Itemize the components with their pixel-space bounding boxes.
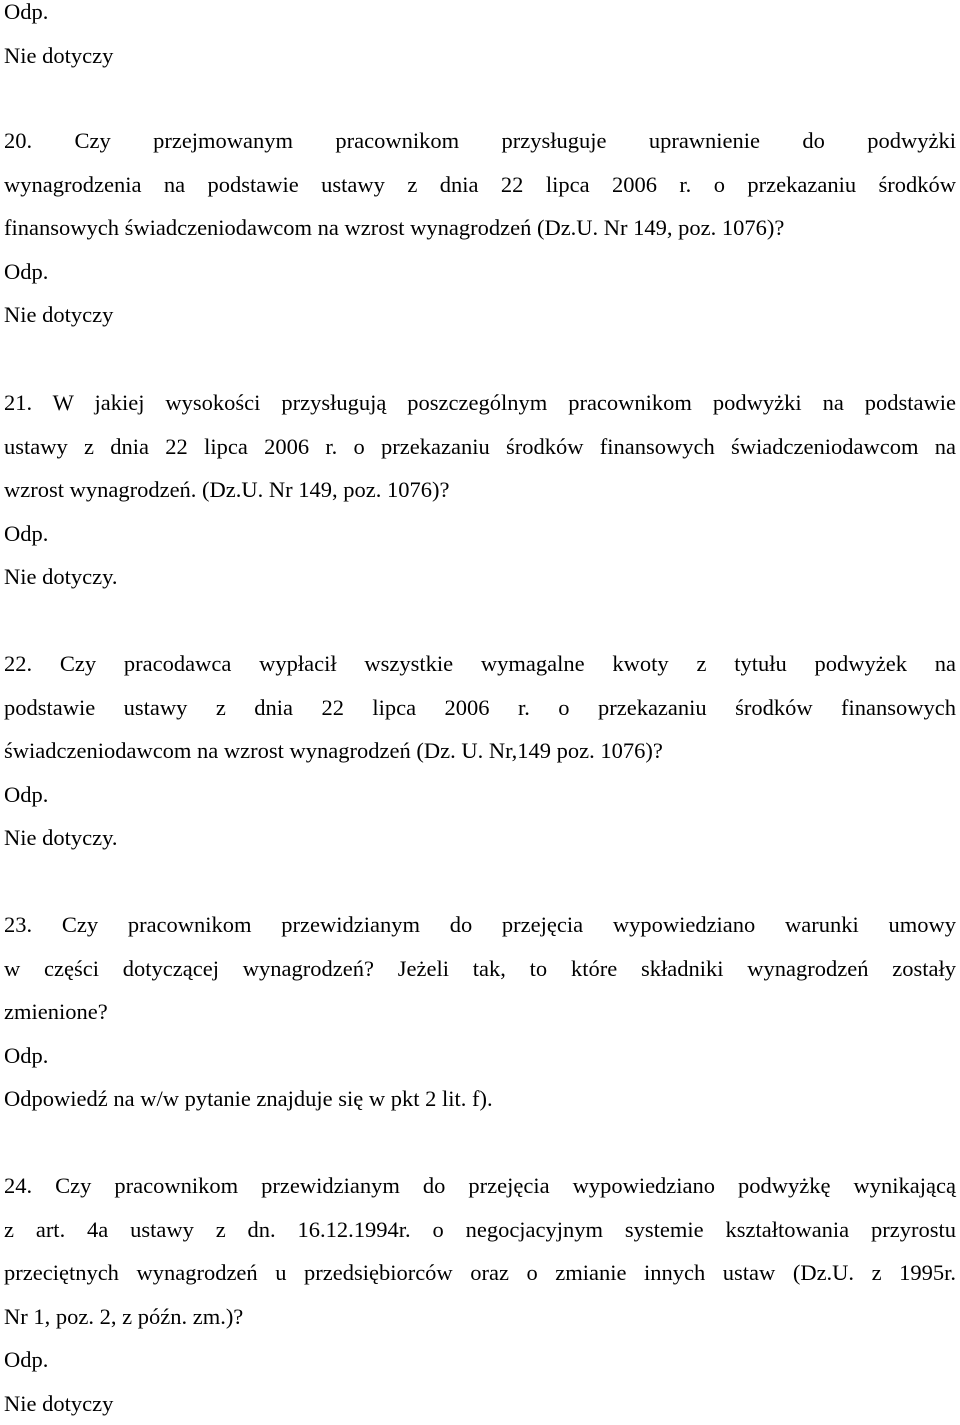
answer-text: Nie dotyczy — [4, 1382, 956, 1425]
answer-text: Nie dotyczy — [4, 34, 956, 78]
question-24 — [4, 1164, 956, 1425]
question-line: z art. 4a ustawy z dn. 16.12.1994r. o negocjacyjnym systemie kształtowania przyrostu — [4, 1208, 956, 1252]
question-line: finansowych świadczeniodawcom na wzrost wynagrodzeń (Dz.U. Nr 149, poz. 1076)? — [4, 206, 956, 250]
question-line: wzrost wynagrodzeń. (Dz.U. Nr 149, poz. 1076)? — [4, 468, 956, 512]
question-line: 22. Czy pracodawca wypłacił wszystkie wymagalne kwoty z tytułu podwyżek na — [4, 642, 956, 686]
question-line: 24. Czy pracownikom przewidzianym do przejęcia wypowiedziano podwyżkę wynikającą — [4, 1164, 956, 1208]
question-line: 23. Czy pracownikom przewidzianym do przejęcia wypowiedziano warunki umowy — [4, 903, 956, 947]
previous-answer — [4, 0, 956, 77]
question-line: Nr 1, poz. 2, z późn. zm.)? — [4, 1295, 956, 1339]
answer-text: Nie dotyczy — [4, 293, 956, 337]
odp-label: Odp. — [4, 1034, 956, 1078]
question-line: w części dotyczącej wynagrodzeń? Jeżeli tak, to które składniki wynagrodzeń zostały — [4, 947, 956, 991]
question-21 — [4, 381, 956, 599]
odp-label: Odp. — [4, 250, 956, 294]
answer-text: Odpowiedź na w/w pytanie znajduje się w pkt 2 lit. f). — [4, 1077, 956, 1121]
question-line: świadczeniodawcom na wzrost wynagrodzeń (Dz. U. Nr,149 poz. 1076)? — [4, 729, 956, 773]
question-line: podstawie ustawy z dnia 22 lipca 2006 r. o przekazaniu środków finansowych — [4, 686, 956, 730]
answer-text: Nie dotyczy. — [4, 816, 956, 860]
answer-text: Nie dotyczy. — [4, 555, 956, 599]
odp-label: Odp. — [4, 512, 956, 556]
question-23 — [4, 903, 956, 1121]
question-line: 20. Czy przejmowanym pracownikom przysługuje uprawnienie do podwyżki — [4, 119, 956, 163]
question-22 — [4, 642, 956, 860]
odp-label: Odp. — [4, 0, 956, 34]
question-line: wynagrodzenia na podstawie ustawy z dnia 22 lipca 2006 r. o przekazaniu środków — [4, 163, 956, 207]
question-line: przeciętnych wynagrodzeń u przedsiębiorców oraz o zmianie innych ustaw (Dz.U. z 1995r. — [4, 1251, 956, 1295]
question-line: 21. W jakiej wysokości przysługują poszczególnym pracownikom podwyżki na podstawie — [4, 381, 956, 425]
question-line: zmienione? — [4, 990, 956, 1034]
question-line: ustawy z dnia 22 lipca 2006 r. o przekazaniu środków finansowych świadczeniodawcom na — [4, 425, 956, 469]
odp-label: Odp. — [4, 1338, 956, 1382]
odp-label: Odp. — [4, 773, 956, 817]
question-20 — [4, 119, 956, 337]
